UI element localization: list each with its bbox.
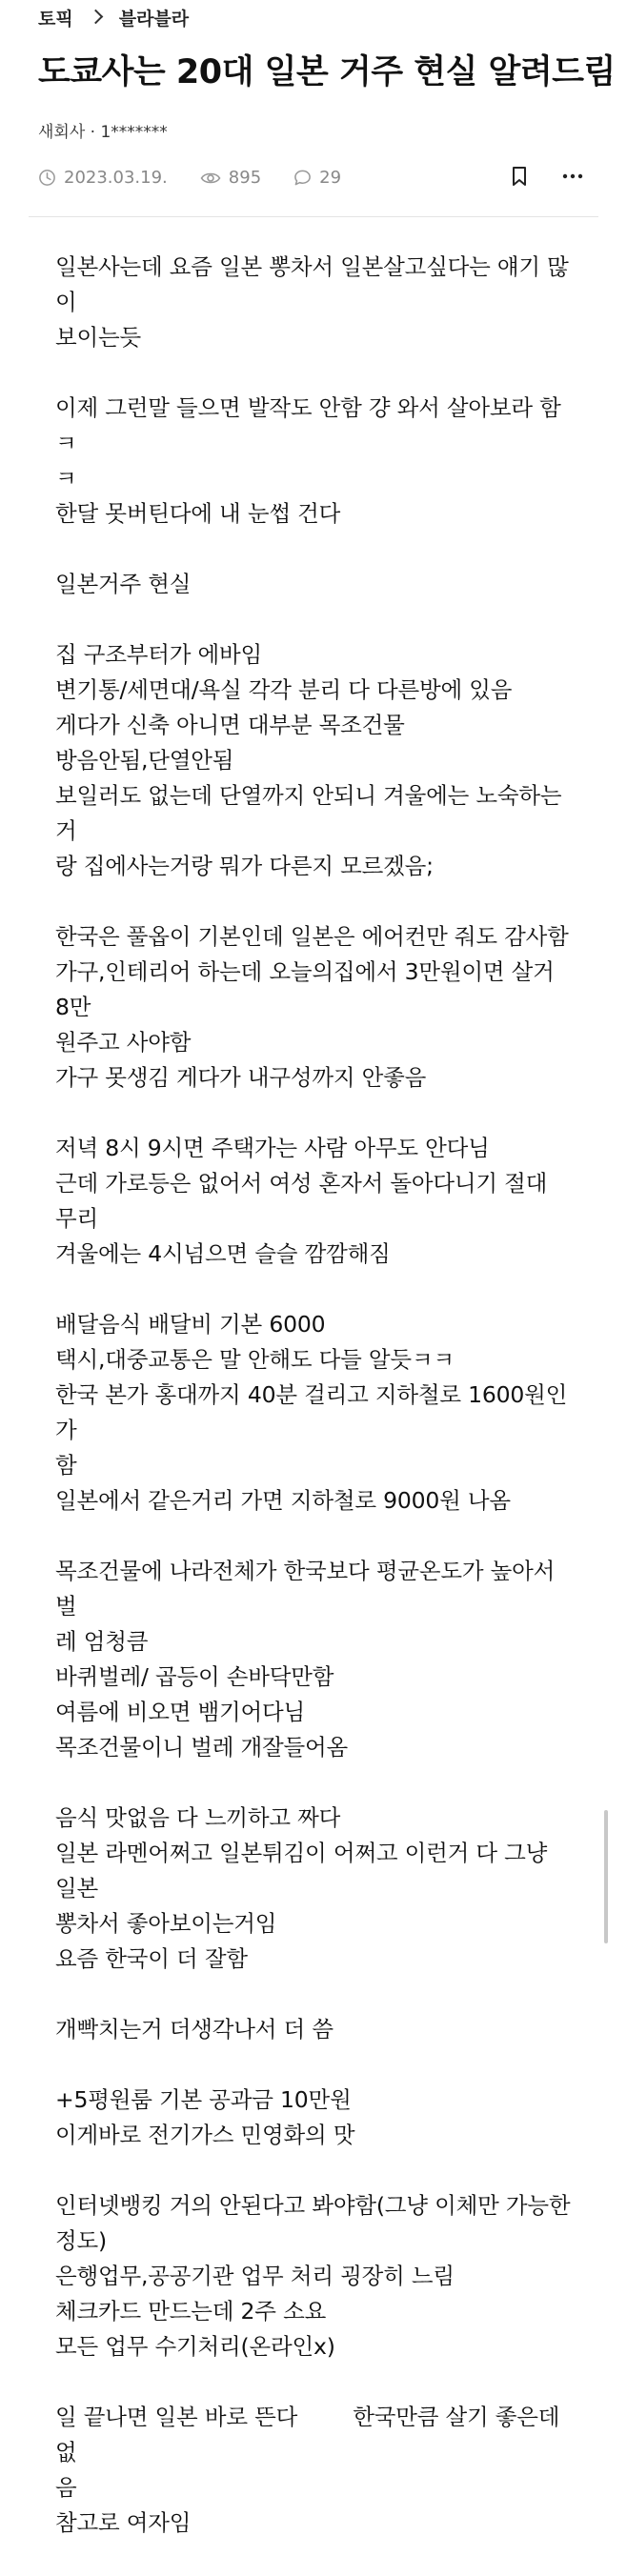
post-paragraph xyxy=(55,1801,575,1977)
post-text-line: 근데 가로등은 없어서 여성 혼자서 돌아다니기 절대 무리 xyxy=(55,1170,555,1232)
post-paragraph xyxy=(55,250,575,355)
post-text-line: 함 xyxy=(55,1452,77,1479)
post-text-line: 음 xyxy=(55,2474,77,2501)
post-text-line: ㅋ xyxy=(55,465,77,492)
post-author[interactable]: 새회사 · 1******* xyxy=(38,123,168,142)
post-paragraph xyxy=(55,1307,575,1519)
eye-icon xyxy=(200,171,221,186)
post-paragraph xyxy=(55,2400,575,2541)
more-button[interactable] xyxy=(556,160,589,192)
post-text-line: 일본사는데 요즘 일본 뽕차서 일본살고싶다는 얘기 많이 xyxy=(55,253,569,315)
post-actions xyxy=(482,160,589,192)
post-text-line: 일본에서 같은거리 가면 지하철로 9000원 나옴 xyxy=(55,1487,511,1514)
post-text-line: +5평원룸 기본 공과금 10만원 xyxy=(55,2086,352,2113)
post-text-line: 배달음식 배달비 기본 6000 xyxy=(55,1311,326,1338)
chevron-right-icon xyxy=(91,7,104,28)
post-text-line: 랑 집에사는거랑 뭐가 다른지 모르겠음; xyxy=(55,853,434,879)
post-text-line: 원주고 사야함 xyxy=(55,1029,192,1056)
post-text-line: 집 구조부터가 에바임 xyxy=(55,641,263,668)
post-text-line: 참고로 여자임 xyxy=(55,2509,192,2536)
post-paragraph xyxy=(55,2083,575,2153)
post-text-line: 뽕차서 좋아보이는거임 xyxy=(55,1910,277,1937)
post-text-line: 이제 그런말 들으면 발작도 안함 걍 와서 살아보라 함ㅋ xyxy=(55,394,561,456)
post-comments[interactable] xyxy=(293,168,341,188)
post-text-line: 여름에 비오면 뱀기어다님 xyxy=(55,1699,306,1725)
post-text-line: 방음안됨,단열안됨 xyxy=(55,747,234,774)
views-count: 895 xyxy=(228,168,262,188)
post-text-line: 보일러도 없는데 단열까지 안되니 겨울에는 노숙하는거 xyxy=(55,782,562,844)
post-paragraph xyxy=(55,1554,575,1765)
post-text-line: 정도) xyxy=(55,2227,107,2254)
breadcrumb-board[interactable]: 블라블라 xyxy=(118,8,190,30)
post-meta xyxy=(38,168,374,188)
post-date xyxy=(38,168,168,188)
post-views xyxy=(200,168,261,188)
post-text-line: 가구 못생김 게다가 내구성까지 안좋음 xyxy=(55,1064,427,1091)
post-text-line: 레 엄청큼 xyxy=(55,1628,149,1655)
post-text-line: 요즘 한국이 더 잘함 xyxy=(55,1945,248,1972)
post-text-line: 목조건물이니 벌레 개잘들어옴 xyxy=(55,1734,349,1761)
clock-icon xyxy=(38,169,56,187)
post-text-line: 보이는듯 xyxy=(55,324,142,351)
post-text-line: 일 끝나면 일본 바로 뜬다 한국만큼 살기 좋은데 없 xyxy=(55,2404,567,2465)
post-paragraph xyxy=(55,2188,575,2365)
comments-count: 29 xyxy=(319,168,342,188)
header-divider xyxy=(29,216,598,217)
post-text-line: 바퀴벌레/ 곱등이 손바닥만함 xyxy=(55,1663,334,1690)
post-text-line: 게다가 신축 아니면 대부분 목조건물 xyxy=(55,712,405,738)
more-horizontal-icon xyxy=(562,173,583,179)
breadcrumb-topic[interactable]: 토픽 xyxy=(38,8,73,30)
post-text-line: 인터넷뱅킹 거의 안된다고 봐야함(그냥 이체만 가능한 xyxy=(55,2192,571,2219)
post-text-line: 음식 맛없음 다 느끼하고 짜다 xyxy=(55,1804,341,1831)
post-text-line: 일본거주 현실 xyxy=(55,571,192,597)
date-text: 2023.03.19. xyxy=(64,168,168,188)
bookmark-icon xyxy=(511,166,528,187)
post-text-line: 체크카드 만드는데 2주 소요 xyxy=(55,2298,327,2324)
post-paragraph xyxy=(55,637,575,884)
post-paragraph xyxy=(55,567,575,602)
bookmark-button[interactable] xyxy=(503,160,536,192)
post-text-line: 택시,대중교통은 말 안해도 다들 알듯ㅋㅋ xyxy=(55,1346,455,1373)
post-text-line: 일본 라멘어쩌고 일본튀김이 어쩌고 이런거 다 그냥 일본 xyxy=(55,1840,555,1902)
post-text-line: 은행업무,공공기관 업무 처리 굉장히 느림 xyxy=(55,2263,455,2289)
post-text-line: 저녁 8시 9시면 주택가는 사람 아무도 안다님 xyxy=(55,1135,490,1161)
comment-icon xyxy=(293,169,312,187)
post-text-line: 모든 업무 수기처리(온라인x) xyxy=(55,2333,335,2360)
post-body xyxy=(55,250,575,2576)
post-text-line: 목조건물에 나라전체가 한국보다 평균온도가 높아서 벌 xyxy=(55,1558,562,1620)
post-text-line: 겨울에는 4시넘으면 슬슬 깜깜해짐 xyxy=(55,1240,391,1267)
breadcrumb xyxy=(38,2,189,32)
post-paragraph xyxy=(55,391,575,532)
post-title: 도쿄사는 20대 일본 거주 현실 알려드림 xyxy=(38,53,616,91)
post-paragraph xyxy=(55,2012,575,2047)
post-text-line: 한달 못버틴다에 내 눈썹 건다 xyxy=(55,500,341,527)
post-text-line: 가구,인테리어 하는데 오늘의집에서 3만원이면 살거 8만 xyxy=(55,958,561,1020)
post-text-line: 한국 본가 홍대까지 40분 걸리고 지하철로 1600원인가 xyxy=(55,1381,568,1443)
post-text-line: 이게바로 전기가스 민영화의 맛 xyxy=(55,2122,355,2148)
post-paragraph xyxy=(55,919,575,1096)
post-paragraph xyxy=(55,1131,575,1272)
post-text-line: 개빡치는거 더생각나서 더 씀 xyxy=(55,2016,334,2043)
post-text-line: 변기통/세면대/욕실 각각 분리 다 다른방에 있음 xyxy=(55,676,513,703)
post-text-line: 한국은 풀옵이 기본인데 일본은 에어컨만 줘도 감사함 xyxy=(55,923,569,950)
scrollbar[interactable] xyxy=(604,1810,608,1943)
